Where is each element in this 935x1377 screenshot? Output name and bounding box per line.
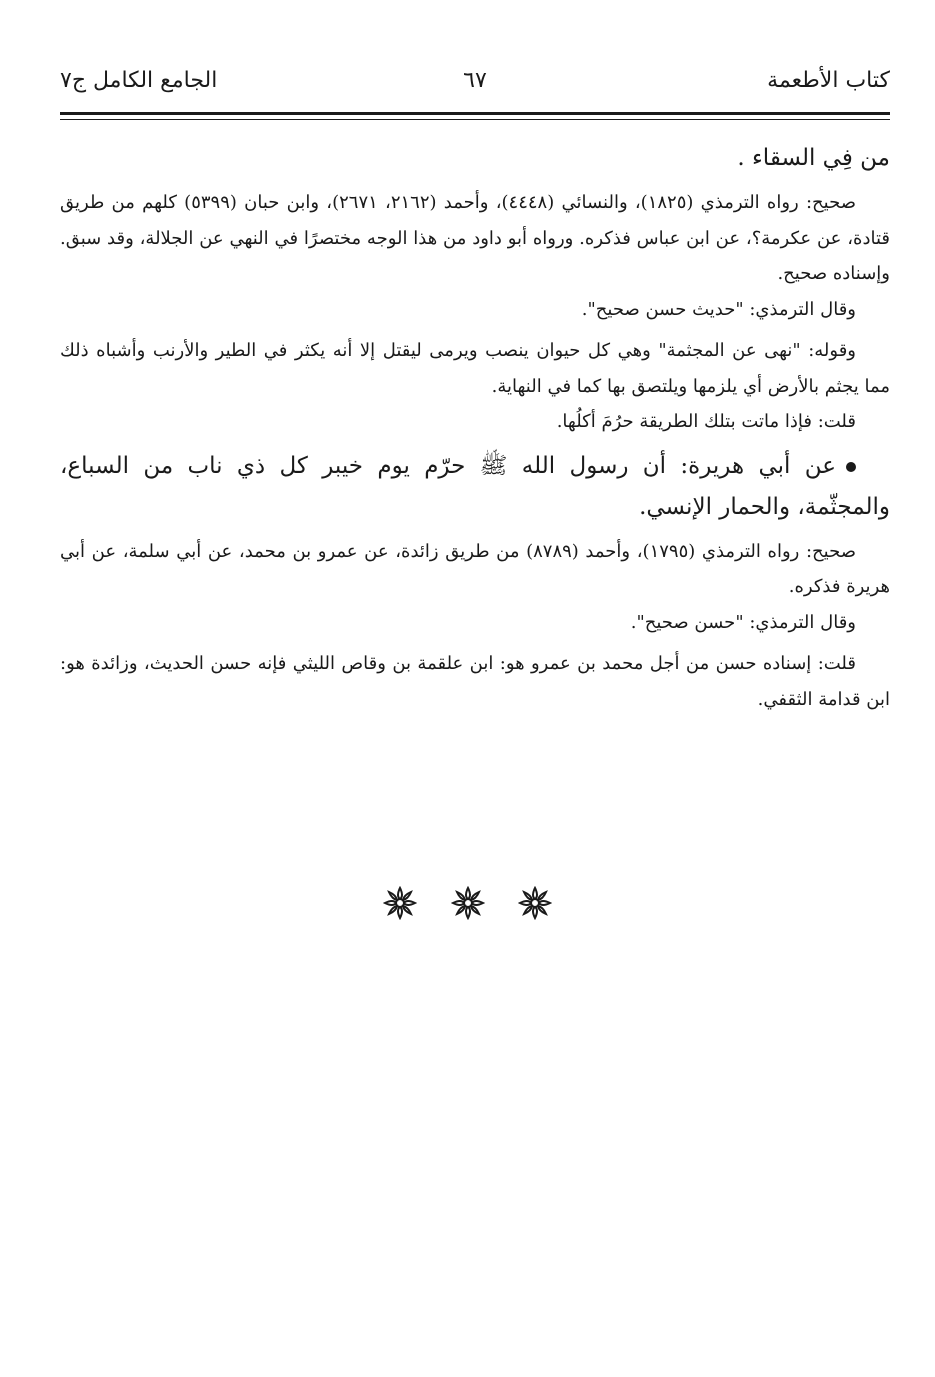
flower-ornament-icon [518, 886, 552, 920]
hadith-text: عن أبي هريرة: أن رسول الله ﷺ حرّم يوم خيبر كل ذي ناب من السباع، والمجثّمة، والحمار الإنسي. [60, 452, 890, 520]
takhrij-paragraph-2: صحيح: رواه الترمذي (١٧٩٥)، وأحمد (٨٧٨٩) من طريق زائدة، عن عمرو بن محمد، عن أبي سلمة، عن أبي هريرة فذكره. [60, 540, 890, 597]
header-rule-thin [60, 119, 890, 120]
page-body [60, 138, 890, 717]
explanation-paragraph: وقوله: "نهى عن المجثمة" وهي كل حيوان ينصب ويرمى ليقتل إلا أنه يكثر في الطير والأرنب وأشباه ذلك مما يجثم بالأرض أي يلزمها ويلتصق بها كما في النهاية. [60, 340, 890, 397]
page-header [60, 68, 890, 108]
tirmidhi-grading: وقال الترمذي: "حديث حسن صحيح". [581, 298, 856, 320]
author-note-2: قلت: إسناده حسن من أجل محمد بن عمرو هو: ابن علقمة بن وقاص الليثي فإنه حسن الحديث، وزائدة هو: ابن قدامة الثقفي. [60, 653, 890, 710]
ornament-row [0, 886, 935, 924]
volume-title: الجامع الكامل ج٧ [60, 68, 218, 93]
header-rule-thick [60, 112, 890, 115]
takhrij-paragraph: صحيح: رواه الترمذي (١٨٢٥)، والنسائي (٤٤٤٨)، وأحمد (٢١٦٢، ٢٦٧١)، وابن حبان (٥٣٩٩) كلهم من طريق قتادة، عن عكرمة؟، عن ابن عباس فذكره. ورواه أبو داود من هذا الوجه مختصرًا في النهي عن الجلالة، وقد سبق. وإسناده صحيح. [60, 192, 890, 284]
bullet-icon [846, 462, 856, 472]
tirmidhi-grading-2: وقال الترمذي: "حسن صحيح". [630, 611, 856, 633]
chapter-title: كتاب الأطعمة [767, 68, 890, 93]
page-number: ٦٧ [463, 68, 487, 93]
flower-ornament-icon [383, 886, 417, 920]
hadith-paragraph [60, 446, 890, 528]
hadith-continuation: من فِي السقاء . [737, 145, 890, 171]
flower-ornament-icon [451, 886, 485, 920]
author-note: قلت: فإذا ماتت بتلك الطريقة حرُمَ أكلُها. [556, 411, 856, 432]
